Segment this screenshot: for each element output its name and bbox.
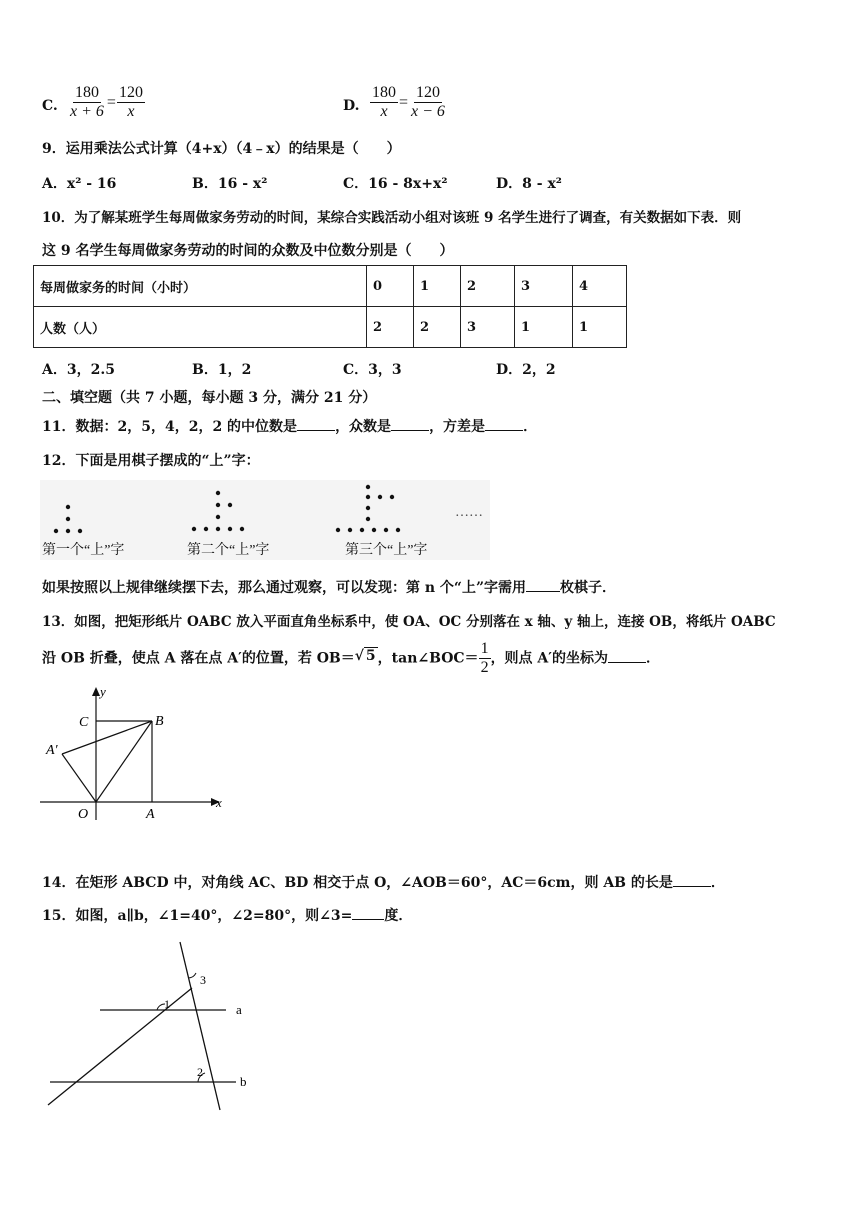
- q13-blank: [608, 650, 646, 663]
- table-cell: 1: [515, 307, 573, 348]
- label-c: C: [79, 715, 89, 730]
- q13-line2: [42, 640, 660, 677]
- q15-part2: 度．: [384, 908, 413, 924]
- q15-figure: [40, 940, 260, 1115]
- q14-part2: ．: [710, 875, 725, 891]
- table-cell: 4: [573, 266, 627, 307]
- q12-question-part1: 如果按照以上规律继续摆下去，那么通过观察，可以发现：第 n 个“上”字需用: [42, 580, 527, 596]
- q8-option-d-label: D.: [343, 98, 360, 114]
- q10-option-d: D．2，2: [496, 362, 556, 378]
- section-title: 二、填空题（共 7 小题，每小题 3 分，满分 21 分）: [42, 390, 377, 406]
- label-y: y: [100, 684, 106, 699]
- q8-c-left-num: 180: [74, 84, 99, 101]
- q13-line2-part4: ．: [646, 650, 660, 667]
- transversal-steep: [180, 942, 220, 1110]
- pattern-ellipsis: ……: [455, 505, 483, 520]
- q8-d-left-den: x: [380, 103, 388, 120]
- q8-option-c-label: C.: [42, 98, 58, 114]
- q13-frac-num: 1: [480, 640, 489, 657]
- q13-frac-den: 2: [480, 659, 489, 676]
- label-a: A: [146, 807, 155, 820]
- q8-d-left-fraction: [370, 84, 398, 121]
- q13-sqrt: [355, 648, 378, 664]
- q12-question-part2: 枚棋子．: [560, 580, 617, 596]
- table-cell: 人数（人）: [34, 307, 367, 348]
- label-b: B: [155, 714, 164, 729]
- q10-stem-line1: 10．为了解某班学生每周做家务劳动的时间，某综合实践活动小组对该班 9 名学生进行了调查，有关数据如下表．则: [42, 210, 742, 226]
- q8-c-left-fraction: [68, 84, 106, 121]
- table-cell: 2: [461, 266, 515, 307]
- q8-c-right-num: 120: [118, 84, 143, 101]
- q8-d-right-den: x − 6: [411, 103, 445, 120]
- q11-blank-mode: [391, 418, 429, 431]
- pattern-caption-1: 第一个“上”字: [42, 543, 125, 558]
- pattern-caption-2: 第二个“上”字: [187, 543, 270, 558]
- segment-aprime-o: [62, 754, 96, 802]
- q13-figure: [40, 684, 230, 820]
- q8-d-right-fraction: [409, 84, 447, 121]
- q9-option-a: A．x² - 16: [42, 176, 117, 192]
- q14-stem: [42, 872, 725, 892]
- q15-blank: [352, 907, 384, 920]
- table-cell: 3: [461, 307, 515, 348]
- angle-2-label: 2: [197, 1065, 203, 1079]
- q15-stem: [42, 905, 412, 925]
- q13-tan-fraction: [479, 640, 491, 677]
- angle-3-label: 3: [200, 973, 206, 987]
- q13-line2-part1: 沿 OB 折叠，使点 A 落在点 A′的位置，若 OB＝: [42, 650, 355, 667]
- table-row: [34, 266, 627, 307]
- q8-c-right-den: x: [127, 103, 135, 120]
- q9-option-b: B．16 - x²: [192, 176, 268, 192]
- table-cell: 3: [515, 266, 573, 307]
- label-a-prime: A′: [46, 743, 58, 758]
- q12-blank: [526, 579, 560, 592]
- q8-d-equals: =: [399, 93, 409, 111]
- q8-option-d-equation: [370, 84, 447, 121]
- q13-line2-part3: ，则点 A′的坐标为: [490, 650, 608, 667]
- sqrt-sign-icon: √: [354, 647, 364, 664]
- q11-stem: [42, 416, 537, 436]
- table-cell: 1: [414, 266, 461, 307]
- table-cell: 2: [414, 307, 461, 348]
- table-row: [34, 307, 627, 348]
- q8-d-left-num: 180: [372, 84, 396, 101]
- label-x: x: [216, 795, 222, 810]
- table-cell: 0: [367, 266, 414, 307]
- segment-ob: [96, 721, 152, 802]
- q14-part1: 14．在矩形 ABCD 中，对角线 AC、BD 相交于点 O，∠AOB＝60°，AC＝6cm，则 AB 的长是: [42, 875, 673, 891]
- q12-pattern-figure: [40, 480, 490, 560]
- q10-data-table: [33, 265, 627, 348]
- q11-blank-variance: [485, 418, 523, 431]
- q11-part3: ，方差是: [429, 419, 486, 435]
- table-cell: 2: [367, 307, 414, 348]
- q10-stem-line2: 这 9 名学生每周做家务劳动的时间的众数及中位数分别是（ ）: [42, 243, 454, 259]
- q12-question: [42, 577, 616, 597]
- q8-option-c-equation: [68, 84, 145, 121]
- q11-part4: ．: [523, 419, 538, 435]
- y-axis-arrow-icon: [92, 687, 100, 696]
- table-cell: 1: [573, 307, 627, 348]
- angle-1-label: 1: [164, 997, 170, 1011]
- q10-option-a: A．3，2.5: [42, 362, 115, 378]
- q8-c-right-fraction: [117, 84, 145, 121]
- q12-stem: 12．下面是用棋子摆成的“上”字：: [42, 453, 260, 469]
- q9-stem: 9．运用乘法公式计算（4+x）（4﹣x）的结果是（ ）: [42, 141, 401, 157]
- q14-blank: [673, 874, 711, 887]
- label-o: O: [78, 807, 89, 820]
- q8-c-left-den: x + 6: [70, 103, 104, 120]
- q11-part2: ，众数是: [335, 419, 392, 435]
- q13-line1: 13．如图，把矩形纸片 OABC 放入平面直角坐标系中，使 OA、OC 分别落在 x 轴、y 轴上，连接 OB，将纸片 OABC: [42, 614, 776, 630]
- table-cell: 每周做家务的时间（小时）: [34, 266, 367, 307]
- segment-aprime-b: [62, 721, 152, 754]
- q8-c-equals: =: [106, 93, 116, 111]
- q10-option-c: C．3，3: [343, 362, 402, 378]
- q9-option-c: C．16 - 8x+x²: [343, 176, 448, 192]
- pattern-caption-3: 第三个“上”字: [345, 543, 428, 558]
- label-a: a: [236, 1002, 242, 1017]
- transversal-slanted: [48, 988, 192, 1105]
- q11-part1: 11．数据：2，5，4，2，2 的中位数是: [42, 419, 298, 435]
- q13-sqrt-value: 5: [365, 647, 376, 664]
- q10-option-b: B．1，2: [192, 362, 252, 378]
- q9-option-d: D．8 - x²: [496, 176, 562, 192]
- q8-d-right-num: 120: [415, 84, 440, 101]
- q11-blank-median: [297, 418, 335, 431]
- angle-3-arc: [188, 973, 196, 978]
- label-b: b: [240, 1074, 247, 1089]
- q15-part1: 15．如图，a∥b，∠1=40°，∠2=80°，则∠3=: [42, 908, 353, 924]
- q13-line2-part2: ，tan∠BOC＝: [377, 650, 479, 667]
